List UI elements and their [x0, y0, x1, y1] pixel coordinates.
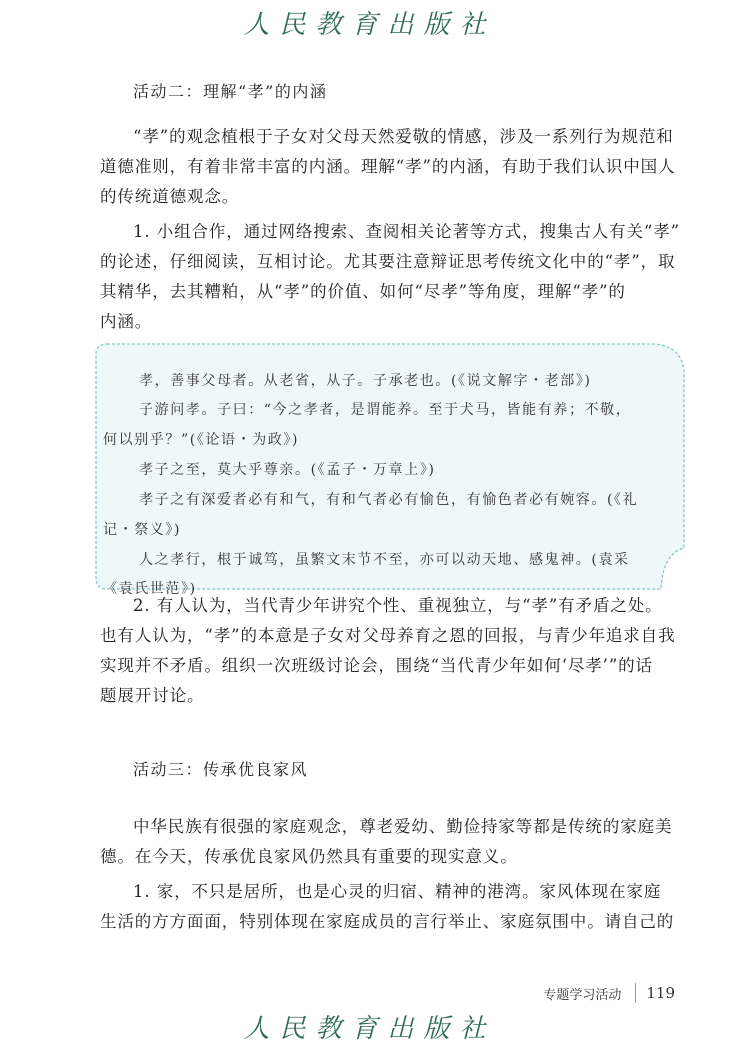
paragraph-line: 中华民族有很强的家庭观念，尊老爱幼、勤俭持家等都是传统的家庭美 [133, 817, 673, 836]
quote-line: 记・祭义》) [103, 522, 182, 538]
paragraph-line: 实现并不矛盾。组织一次班级讨论会，围绕“当代青少年如何‘尽孝’”的话 [100, 656, 653, 675]
paragraph-line: 道德准则，有着非常丰富的内涵。理解“孝”的内涵，有助于我们认识中国人 [100, 157, 676, 176]
page-footer [543, 983, 675, 1003]
paragraph-line: 题展开讨论。 [100, 686, 205, 705]
section-name: 专题学习活动 [543, 987, 622, 1003]
quote-line: 孝子之至，莫大乎尊亲。(《孟子・万章上》) [139, 462, 436, 478]
paragraph-line: “孝”的观念植根于子女对父母天然爱敬的情感，涉及一系列行为规范和 [133, 127, 674, 146]
activity3-heading: 活动三：传承优良家风 [133, 760, 309, 779]
paragraph-line: 1. 家，不只是居所，也是心灵的归宿、精神的港湾。家风体现在家庭 [133, 882, 662, 901]
paragraph-line: 2. 有人认为，当代青少年讲究个性、重视独立，与“孝”有矛盾之处。 [133, 596, 663, 615]
paragraph-line: 的传统道德观念。 [100, 187, 240, 206]
paragraph-line: 1. 小组合作，通过网络搜索、查阅相关论著等方式，搜集古人有关“孝” [133, 222, 680, 241]
paragraph-line: 的论述，仔细阅读，互相讨论。尤其要注意辩证思考传统文化中的“孝”，取 [100, 252, 676, 271]
quote-box [95, 343, 685, 597]
quote-line: 《袁氏世范》) [103, 581, 197, 597]
activity2-heading: 活动二：理解“孝”的内涵 [133, 82, 328, 101]
quote-line: 人之孝行，根于诚笃，虽繁文末节不至，亦可以动天地、感鬼神。(袁采 [139, 552, 630, 568]
paragraph-line: 德。在今天，传承优良家风仍然具有重要的现实意义。 [100, 847, 518, 866]
paragraph-line: 其精华，去其糟粕，从“孝”的价值、如何“尽孝”等角度，理解“孝”的 [100, 282, 626, 301]
page-number: 119 [646, 984, 675, 1002]
paragraph-line: 生活的方方面面，特别体现在家庭成员的言行举止、家庭氛围中。请自己的 [100, 912, 675, 931]
publisher-logo-bottom: 人民教育出版社 [243, 1014, 496, 1044]
paragraph-line: 内涵。 [100, 312, 153, 331]
quote-line: 何以别乎？”(《论语・为政》) [103, 432, 300, 448]
paragraph-line: 也有人认为，“孝”的本意是子女对父母养育之恩的回报，与青少年追求自我 [100, 626, 676, 645]
quote-line: 孝，善事父母者。从老省，从子。子承老也。(《说文解字・老部》) [139, 373, 592, 389]
footer-divider [635, 983, 636, 1003]
publisher-logo-top: 人民教育出版社 [243, 10, 496, 40]
quote-line: 子游问孝。子曰：“今之孝者，是谓能养。至于犬马，皆能有养；不敬， [139, 402, 632, 418]
quote-line: 孝子之有深爱者必有和气，有和气者必有愉色，有愉色者必有婉容。(《礼 [139, 492, 639, 508]
